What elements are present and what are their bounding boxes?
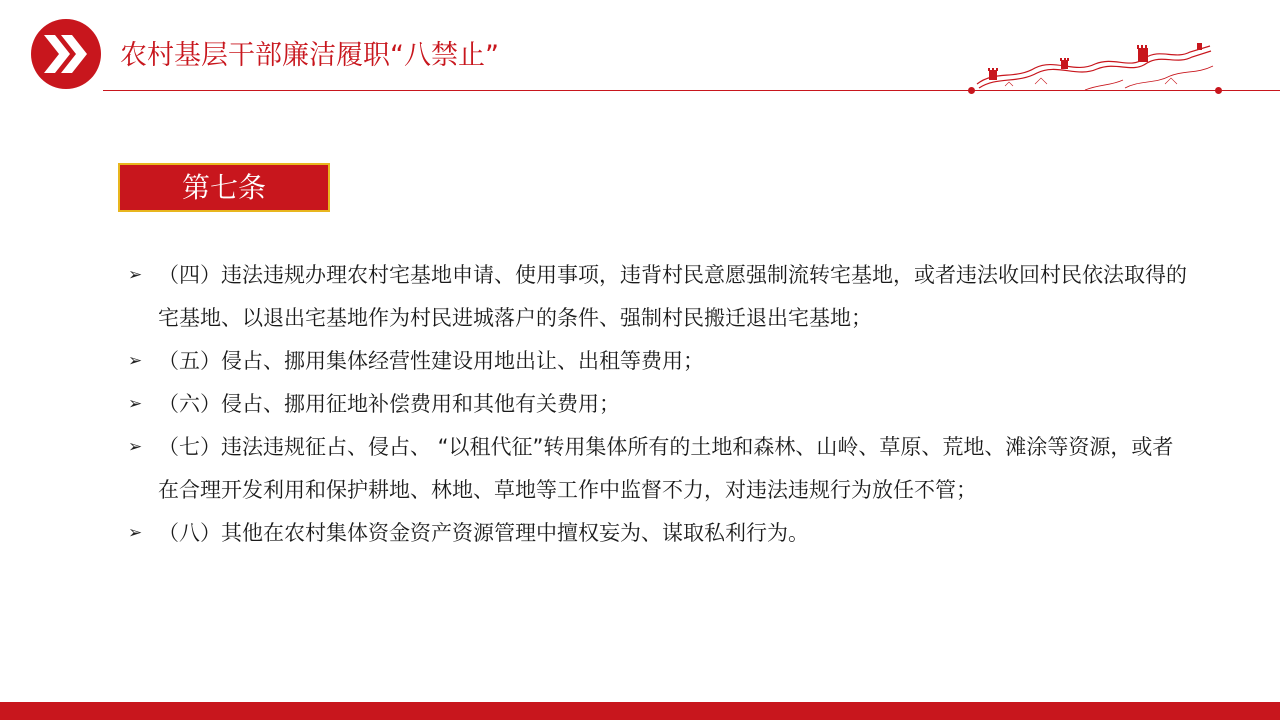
page-title: 农村基层干部廉洁履职“八禁止” (120, 40, 499, 71)
list-item (128, 340, 1188, 383)
logo-badge (31, 19, 101, 89)
list-item (128, 383, 1188, 426)
article-label: 第七条 (118, 163, 330, 212)
divider-dot (1215, 87, 1222, 94)
list-item (128, 254, 1188, 340)
list-item-text: （五）侵占、挪用集体经营性建设用地出让、出租等费用； (158, 349, 704, 373)
list-item-text: （四）违法违规办理农村宅基地申请、使用事项，违背村民意愿强制流转宅基地，或者违法收回村民依法取得的宅基地、以退出宅基地作为村民进城落户的条件、强制村民搬迁退出宅基地； (158, 263, 1187, 330)
bullet-arrow-icon: ➢ (128, 394, 143, 414)
bullet-arrow-icon: ➢ (128, 351, 143, 371)
list-item (128, 512, 1188, 555)
list-item-text: （八）其他在农村集体资金资产资源管理中擅权妄为、谋取私利行为。 (158, 521, 809, 545)
divider-dot (968, 87, 975, 94)
double-chevron-right-icon (31, 19, 101, 89)
article-content (128, 254, 1188, 555)
footer-bar (0, 702, 1280, 720)
list-item-text: （六）侵占、挪用征地补偿费用和其他有关费用； (158, 392, 620, 416)
list-item-text: （七）违法违规征占、侵占、 “以租代征”转用集体所有的土地和森林、山岭、草原、荒地、滩涂等资源，或者在合理开发利用和保护耕地、林地、草地等工作中监督不力，对违法违规行为放任不管； (158, 435, 1174, 502)
list-item (128, 426, 1188, 512)
bullet-arrow-icon: ➢ (128, 437, 143, 457)
bullet-arrow-icon: ➢ (128, 265, 143, 285)
header-divider (103, 90, 1280, 91)
great-wall-icon (975, 40, 1215, 92)
bullet-arrow-icon: ➢ (128, 523, 143, 543)
